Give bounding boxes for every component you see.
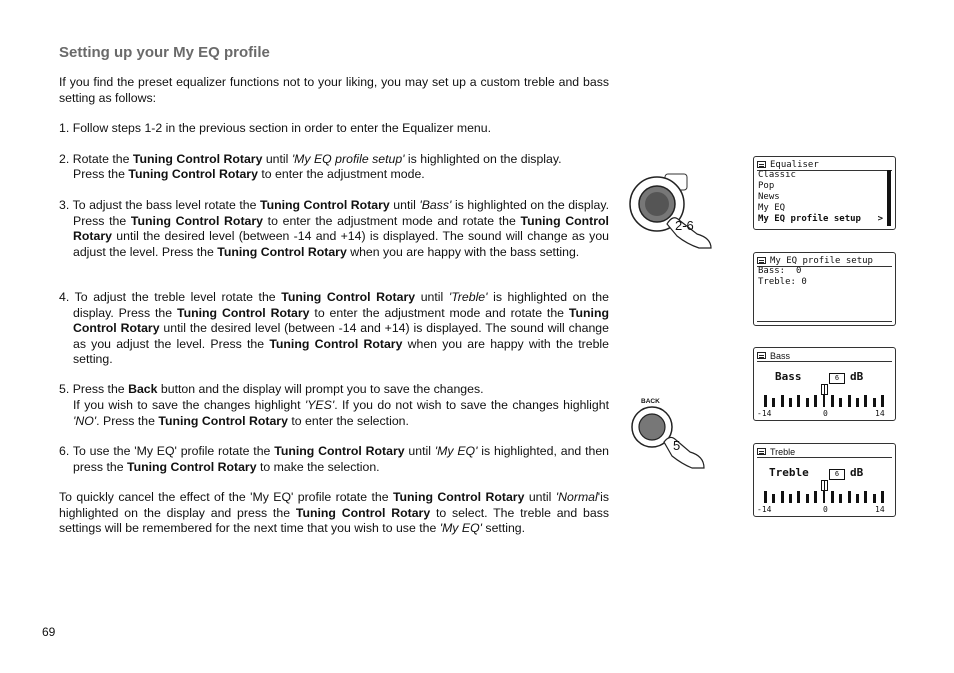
- slider-tick: [831, 395, 834, 407]
- slider-tick: [781, 491, 784, 503]
- slider-tick: [823, 395, 825, 407]
- slider-tick: [831, 491, 834, 503]
- bass-adjust-screen: [753, 347, 896, 421]
- slider-tick: [881, 491, 884, 503]
- slider-tick: [806, 398, 809, 407]
- back-button-illustration: [628, 394, 713, 474]
- screen-divider: [757, 321, 892, 322]
- slider-tick: [814, 395, 817, 407]
- slider-tick: [848, 491, 851, 503]
- slider-tick: [797, 491, 800, 503]
- knob-step-label: 5: [673, 438, 681, 453]
- eq-values-list: [758, 266, 807, 288]
- page-title: Setting up your My EQ profile: [59, 44, 270, 61]
- slider-tick: [864, 395, 867, 407]
- pointing-hand-icon: [664, 437, 704, 468]
- scale-mid: 0: [823, 505, 828, 514]
- screen-header: My EQ profile setup: [757, 255, 892, 267]
- rotary-knob-center-icon: [645, 192, 669, 216]
- slider-tick: [839, 398, 842, 407]
- slider-tick: [806, 494, 809, 503]
- step-5-continued: If you wish to save the changes highlight 'YES'. If you do not wish to save the changes highlight 'NO'. Press the Tuning Control Rotary to enter the selection.: [73, 398, 609, 428]
- bass-unit: dB: [850, 370, 864, 383]
- slider-tick: [781, 395, 784, 407]
- step-4: 4. To adjust the treble level rotate the Tuning Control Rotary until 'Treble' is highlighted on the display. Press the Tuning Control Rotary to enter the adjustment mode and rotate the Tuning Control Rotary until the desired level (between -14 and +14) is displayed. The sound will change as you adjust the level. Press the Tuning Control Rotary when you are happy with the treble setting.: [59, 290, 609, 366]
- slider-tick: [856, 494, 859, 503]
- scale-min: -14: [757, 505, 772, 514]
- screen-header: Treble: [757, 446, 892, 458]
- menu-icon: [757, 352, 766, 359]
- menu-icon: [757, 161, 766, 168]
- menu-icon: [757, 257, 766, 264]
- equaliser-menu-list: [758, 170, 883, 225]
- my-eq-setup-screen: [753, 252, 896, 326]
- menu-icon: [757, 448, 766, 455]
- slider-tick: [839, 494, 842, 503]
- slider-tick: [881, 395, 884, 407]
- back-button-icon: [639, 414, 665, 440]
- slider-tick: [848, 395, 851, 407]
- bass-label: Bass: [775, 370, 802, 383]
- menu-item-classic[interactable]: Classic: [758, 170, 796, 180]
- bass-value-box: 6: [829, 373, 845, 384]
- menu-item-my-eq[interactable]: My EQ: [758, 203, 786, 213]
- slider-tick: [856, 398, 859, 407]
- treble-row[interactable]: Treble: 0: [758, 277, 807, 287]
- slider-tick: [873, 494, 876, 503]
- slider-tick: [814, 491, 817, 503]
- menu-item-news[interactable]: News: [758, 192, 780, 202]
- slider-tick: [772, 494, 775, 503]
- treble-value-box: 6: [829, 469, 845, 480]
- slider-tick: [789, 494, 792, 503]
- treble-slider-marker[interactable]: [821, 480, 828, 491]
- step-2-continued: Press the Tuning Control Rotary to enter the adjustment mode.: [73, 167, 425, 181]
- step-6: 6. To use the 'My EQ' profile rotate the Tuning Control Rotary until 'My EQ' is highlighted, and then press the Tuning Control Rotary to make the selection.: [59, 444, 609, 474]
- closing-paragraph: To quickly cancel the effect of the 'My EQ' profile rotate the Tuning Control Rotary until 'Normal'is highlighted on the display and press the Tuning Control Rotary to select. The treble and bass settings will be remembered for the next time that you wish to use the 'My EQ' setting.: [59, 490, 609, 535]
- treble-adjust-screen: [753, 443, 896, 517]
- scale-mid: 0: [823, 409, 828, 418]
- treble-label: Treble: [769, 466, 809, 479]
- page-number: 69: [42, 625, 56, 639]
- slider-tick: [772, 398, 775, 407]
- scale-max: 14: [875, 505, 885, 514]
- slider-tick: [864, 491, 867, 503]
- slider-tick: [764, 395, 767, 407]
- scale-min: -14: [757, 409, 772, 418]
- screen-header: Bass: [757, 350, 892, 362]
- treble-slider-ticks[interactable]: [764, 491, 884, 503]
- slider-tick: [823, 491, 825, 503]
- slider-tick: [789, 398, 792, 407]
- menu-item-pop[interactable]: Pop: [758, 181, 775, 191]
- slider-tick: [764, 491, 767, 503]
- slider-tick: [873, 398, 876, 407]
- back-label: BACK: [641, 398, 660, 405]
- step-5: 5. Press the Back button and the display will prompt you to save the changes.: [59, 382, 484, 396]
- knob-step-label: 2-6: [675, 218, 694, 233]
- chevron-right-icon: >: [877, 214, 883, 224]
- scale-max: 14: [875, 409, 885, 418]
- treble-unit: dB: [850, 466, 864, 479]
- tuning-rotary-illustration: [627, 172, 722, 252]
- step-1: 1. Follow steps 1-2 in the previous section in order to enter the Equalizer menu.: [59, 121, 492, 135]
- bass-slider-ticks[interactable]: [764, 395, 884, 407]
- intro-paragraph: If you find the preset equalizer functions not to your liking, you may set up a custom treble and bass setting as follows:: [59, 75, 609, 105]
- equaliser-menu-screen: [753, 156, 896, 230]
- screen-header: Equaliser: [757, 159, 892, 171]
- step-2: 2. Rotate the Tuning Control Rotary until 'My EQ profile setup' is highlighted on the display.: [59, 152, 562, 166]
- menu-item-my-eq-profile-setup[interactable]: My EQ profile setup >: [758, 214, 883, 224]
- bass-slider-marker[interactable]: [821, 384, 828, 395]
- slider-tick: [797, 395, 800, 407]
- bass-row[interactable]: Bass: 0: [758, 266, 802, 276]
- step-3: 3. To adjust the bass level rotate the Tuning Control Rotary until 'Bass' is highlighted on the display. Press the Tuning Control Rotary to enter the adjustment mode and rotate the Tuning Control Rotary until the desired level (between -14 and +14) is displayed. The sound will change as you adjust the level. Press the Tuning Control Rotary when you are happy with the bass setting.: [59, 198, 609, 259]
- scrollbar: [887, 170, 891, 226]
